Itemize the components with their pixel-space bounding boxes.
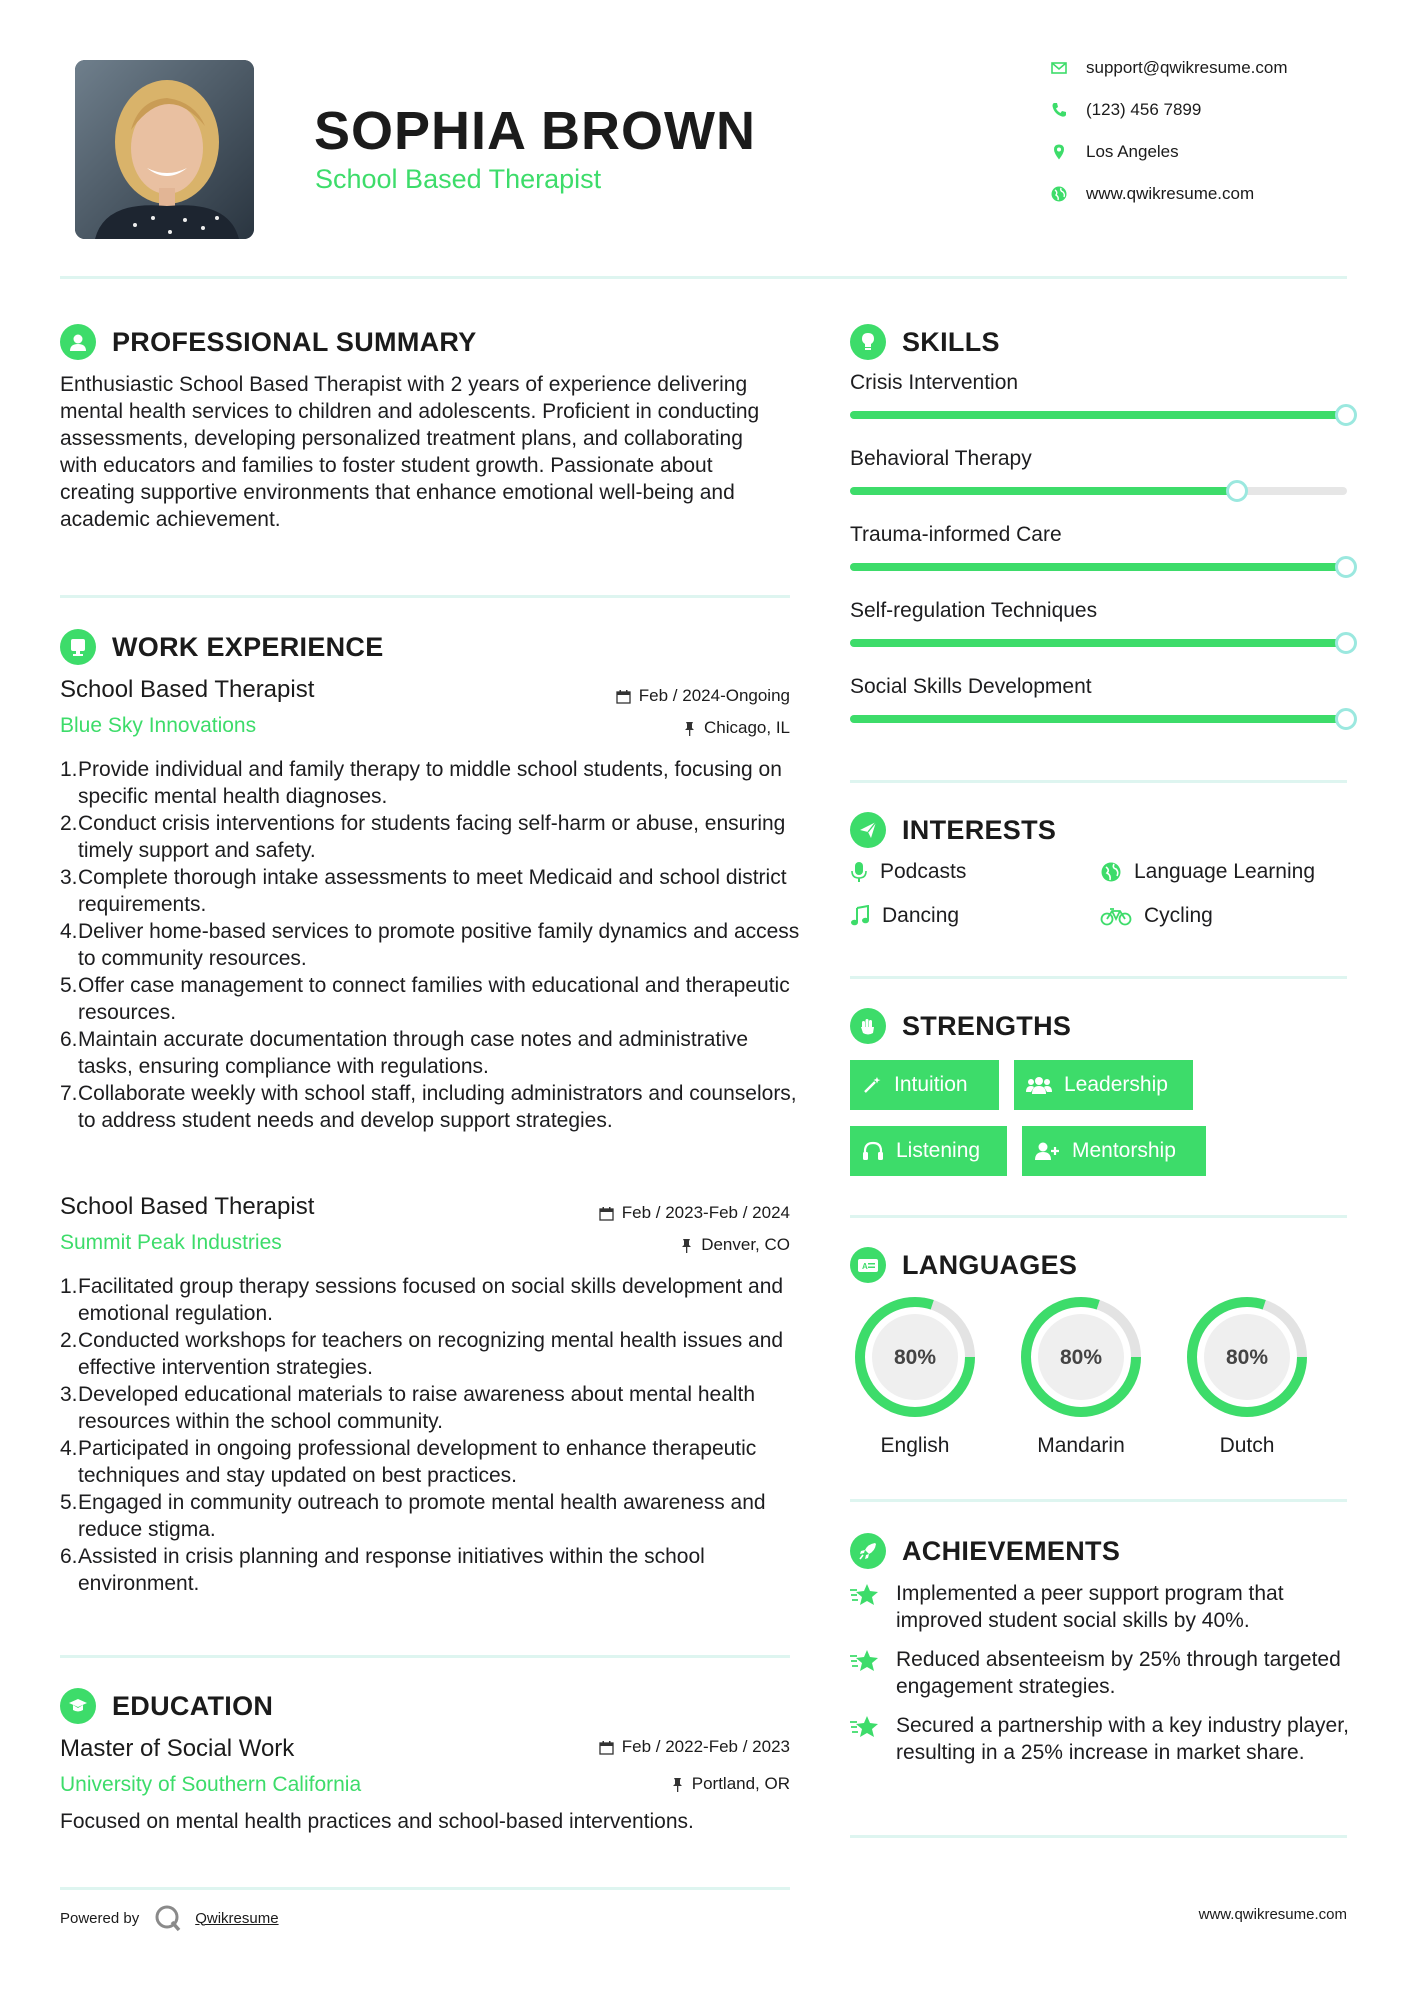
skill-bar-fill: [850, 639, 1347, 647]
globe-icon: [1100, 861, 1122, 883]
job-1-dates-text: Feb / 2024-Ongoing: [638, 686, 790, 705]
rocket-icon: [850, 1533, 886, 1569]
language-ring: [850, 1292, 980, 1422]
achievements-header: [850, 1533, 1120, 1569]
duty-item: 1. Facilitated group therapy sessions focused on social skills development and emotional regulation.: [60, 1275, 784, 1325]
skill-item: [850, 675, 1347, 723]
job-2-location-text: Denver, CO: [701, 1235, 790, 1254]
pushpin-icon: [680, 1238, 693, 1253]
skill-bar-fill: [850, 563, 1347, 571]
strengths-header: [850, 1008, 1071, 1044]
language-percent: 80%: [1225, 1346, 1269, 1369]
skill-name: Social Skills Development: [850, 675, 1092, 698]
language-percent: 80%: [893, 1346, 937, 1369]
skill-bar-knob: [1226, 480, 1248, 502]
powered-by: [60, 1903, 279, 1933]
user-icon: [60, 324, 96, 360]
achievement-item: Secured a partnership with a key industry player, resulting in a 25% increase in market share.: [850, 1712, 1350, 1766]
achievements-list: [850, 1580, 1350, 1766]
education-school: University of Southern California: [60, 1773, 362, 1796]
star-trophy-icon: [850, 1714, 882, 1740]
job-1-dates: [560, 686, 790, 706]
users-icon: [1026, 1075, 1052, 1095]
skill-item: [850, 371, 1347, 419]
summary-divider: [60, 595, 790, 598]
language-percent: 80%: [1059, 1346, 1103, 1369]
user-plus-icon: [1034, 1141, 1060, 1161]
experience-divider: [60, 1655, 790, 1658]
language-name: English: [880, 1434, 950, 1457]
pushpin-icon: [671, 1777, 684, 1792]
calendar-icon: [599, 1740, 614, 1755]
duty-item: 2. Conduct crisis interventions for students facing self-harm or abuse, ensuring timely support and safety.: [60, 812, 786, 862]
headphones-icon: [862, 1141, 884, 1161]
achievements-title: ACHIEVEMENTS: [902, 1535, 1121, 1566]
interests-header: [850, 812, 1056, 848]
skill-bar-knob: [1335, 556, 1357, 578]
skill-bar-knob: [1335, 404, 1357, 426]
skill-bar-knob: [1335, 632, 1357, 654]
skill-name: Behavioral Therapy: [850, 447, 1032, 470]
lightbulb-icon: [850, 324, 886, 360]
bicycle-icon: [1100, 905, 1132, 927]
language-item: [830, 1292, 990, 1458]
education-note: Focused on mental health practices and school-based interventions.: [60, 1810, 694, 1833]
calendar-icon: [599, 1206, 614, 1221]
star-trophy-icon: [850, 1582, 882, 1608]
qwikresume-link[interactable]: Qwikresume: [195, 1909, 279, 1927]
fist-icon: [850, 1008, 886, 1044]
graduation-icon: [60, 1688, 96, 1724]
star-trophy-icon: [850, 1648, 882, 1674]
skill-item: [850, 447, 1347, 495]
skill-bar-knob: [1335, 708, 1357, 730]
contact-email-text: support@qwikresume.com: [1086, 58, 1288, 77]
phone-icon: [1050, 101, 1068, 119]
language-item: [1162, 1292, 1322, 1458]
strength-listening: Listening: [850, 1126, 1007, 1176]
skills-title: SKILLS: [902, 326, 1000, 357]
contact-website-text: www.qwikresume.com: [1086, 184, 1255, 203]
language-ring: [1016, 1292, 1146, 1422]
candidate-name: SOPHIA BROWN: [314, 101, 756, 161]
profile-photo: [75, 60, 254, 239]
contact-location: [1050, 142, 1179, 162]
achievements-divider: [850, 1835, 1347, 1838]
skill-item: [850, 599, 1347, 647]
duty-item: 6. Maintain accurate documentation through case notes and administrative tasks, ensuring compliance with regulations.: [60, 1028, 749, 1078]
skill-bar-fill: [850, 411, 1347, 419]
job-1-location-text: Chicago, IL: [704, 718, 790, 737]
skill-bar-track: [850, 715, 1347, 723]
job-1-location: [560, 718, 790, 738]
footer-divider-left: [60, 1887, 790, 1890]
duty-item: 5. Engaged in community outreach to promote mental health awareness and reduce stigma.: [60, 1491, 766, 1541]
summary-title: PROFESSIONAL SUMMARY: [112, 326, 477, 357]
skill-bar-track: [850, 639, 1347, 647]
contact-email[interactable]: [1050, 58, 1288, 78]
job-1-duties: [60, 756, 808, 1134]
job-2-dates: [560, 1203, 790, 1223]
microphone-icon: [850, 861, 868, 883]
duty-item: 4. Participated in ongoing professional development to enhance therapeutic techniques and stay updated on best practices.: [60, 1437, 757, 1487]
strength-intuition: Intuition: [850, 1060, 999, 1110]
candidate-title: School Based Therapist: [315, 164, 602, 194]
globe-icon: [1050, 185, 1068, 203]
qwikresume-logo-icon: [153, 1903, 183, 1933]
powered-by-label: Powered by: [60, 1909, 140, 1927]
strengths-divider: [850, 1215, 1347, 1218]
header-divider: [60, 276, 1347, 279]
language-card-icon: [850, 1247, 886, 1283]
music-note-icon: [850, 905, 870, 927]
duty-item: 2. Conducted workshops for teachers on recognizing mental health issues and effective intervention strategies.: [60, 1329, 784, 1379]
skill-bar-fill: [850, 715, 1347, 723]
duty-item: 3. Complete thorough intake assessments to meet Medicaid and school district requirements.: [60, 866, 787, 916]
languages-list: [830, 1292, 1350, 1467]
skill-item: [850, 523, 1347, 571]
interests-title: INTERESTS: [902, 814, 1057, 845]
experience-header: [60, 629, 384, 665]
achievement-item: Reduced absenteeism by 25% through targeted engagement strategies.: [850, 1646, 1350, 1700]
education-header: [60, 1688, 273, 1724]
duty-item: 7. Collaborate weekly with school staff, including administrators and counselors, to address student needs and develop support strategies.: [60, 1082, 797, 1132]
skill-name: Crisis Intervention: [850, 371, 1019, 394]
skills-header: [850, 324, 1000, 360]
duty-item: 3. Developed educational materials to raise awareness about mental health resources within the school community.: [60, 1383, 756, 1433]
location-pin-icon: [1050, 143, 1068, 161]
pushpin-icon: [683, 721, 696, 736]
education-location: [560, 1774, 790, 1794]
skills-divider: [850, 780, 1347, 783]
interest-language-learning: Language Learning: [1100, 860, 1315, 884]
skill-bar-track: [850, 563, 1347, 571]
interest-podcasts: Podcasts: [850, 860, 966, 884]
interest-cycling: Cycling: [1100, 904, 1213, 928]
calendar-icon: [616, 689, 631, 704]
summary-header: [60, 324, 477, 360]
duty-item: 5. Offer case management to connect families with educational and therapeutic resources.: [60, 974, 790, 1024]
strength-leadership: Leadership: [1014, 1060, 1193, 1110]
education-degree: Master of Social Work: [60, 1735, 295, 1762]
summary-text: Enthusiastic School Based Therapist with 2 years of experience delivering mental health services to children and adolescents. Proficient in conducting assessments, developing personalized treatment plans, and collaborating with educators and families to foster student growth. Passionate about creating supportive environments that enhance emotional well-being and academic achievement.: [60, 373, 760, 531]
skill-bar-track: [850, 411, 1347, 419]
job-2-dates-text: Feb / 2023-Feb / 2024: [621, 1203, 790, 1222]
skill-bar-track: [850, 487, 1347, 495]
duty-item: 1. Provide individual and family therapy to middle school students, focusing on specific mental health diagnoses.: [60, 758, 782, 808]
languages-title: LANGUAGES: [902, 1249, 1078, 1280]
skill-bar-fill: [850, 487, 1238, 495]
email-icon: [1050, 59, 1068, 77]
language-name: Dutch: [1219, 1434, 1275, 1457]
languages-divider: [850, 1499, 1347, 1502]
job-1-title: School Based Therapist: [60, 676, 315, 703]
duty-item: 6. Assisted in crisis planning and response initiatives within the school environment.: [60, 1545, 705, 1595]
job-1-company: Blue Sky Innovations: [60, 714, 257, 737]
language-ring: [1182, 1292, 1312, 1422]
contact-phone-text: (123) 456 7899: [1086, 100, 1202, 119]
language-name: Mandarin: [1037, 1434, 1125, 1457]
magic-wand-icon: [862, 1075, 882, 1095]
job-2-company: Summit Peak Industries: [60, 1231, 282, 1254]
language-item: [996, 1292, 1156, 1458]
education-location-text: Portland, OR: [691, 1774, 790, 1793]
strengths-title: STRENGTHS: [902, 1010, 1072, 1041]
contact-phone[interactable]: [1050, 100, 1201, 120]
briefcase-icon: [60, 629, 96, 665]
duty-item: 4. Deliver home-based services to promote positive family dynamics and access to community resources.: [60, 920, 800, 970]
job-2-title: School Based Therapist: [60, 1193, 315, 1220]
achievement-item: Implemented a peer support program that improved student social skills by 40%.: [850, 1580, 1350, 1634]
job-2-duties: [60, 1273, 808, 1597]
strength-mentorship: Mentorship: [1022, 1126, 1206, 1176]
paper-plane-icon: [850, 812, 886, 848]
footer-url[interactable]: www.qwikresume.com: [1198, 1906, 1347, 1923]
education-title: EDUCATION: [112, 1690, 274, 1721]
interests-divider: [850, 976, 1347, 979]
skill-name: Trauma-informed Care: [850, 523, 1062, 546]
experience-title: WORK EXPERIENCE: [112, 631, 384, 662]
languages-header: [850, 1247, 1077, 1283]
skill-name: Self-regulation Techniques: [850, 599, 1098, 622]
interest-dancing: Dancing: [850, 904, 959, 928]
education-dates-text: Feb / 2022-Feb / 2023: [621, 1737, 790, 1756]
job-2-location: [560, 1235, 790, 1255]
contact-website[interactable]: [1050, 184, 1254, 204]
svg-text:A: A: [862, 1262, 868, 1271]
education-dates: [560, 1737, 790, 1757]
contact-location-text: Los Angeles: [1086, 142, 1179, 161]
